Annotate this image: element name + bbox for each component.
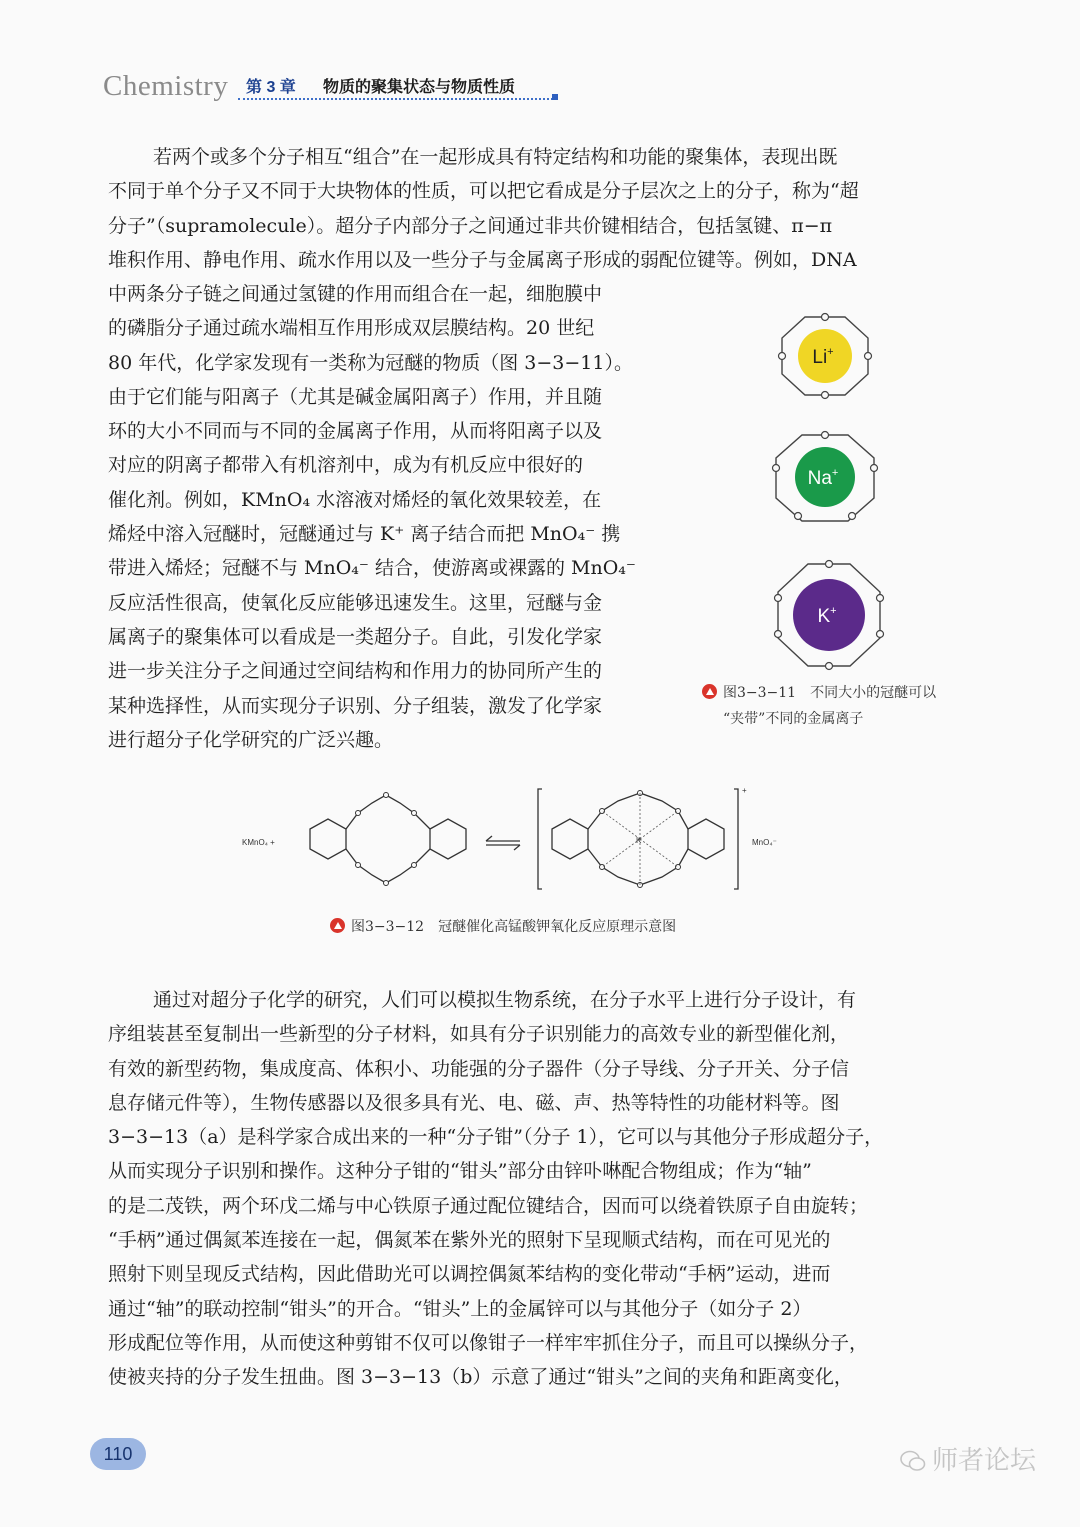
figure-marker-icon: [702, 684, 717, 699]
wechat-icon: [900, 1450, 926, 1472]
text-line: 3−3−13（a）是科学家合成出来的一种“分子钳”（分子 1），它可以与其他分子形成超分子，: [108, 1126, 884, 1149]
text-line: 80 年代，化学家发现有一类称为冠醚的物质（图 3−3−11）。: [108, 351, 633, 374]
k-center-label: K: [636, 836, 642, 845]
text-line: 堆积作用、静电作用、疏水作用以及一些分子与金属离子形成的弱配位键等。例如，DNA: [108, 248, 857, 271]
text-line: 对应的阴离子都带入有机溶剂中，成为有机反应中很好的: [108, 454, 584, 477]
li-ion-label: Li+: [812, 346, 834, 368]
watermark-text: 师者论坛: [932, 1446, 1037, 1476]
reaction-scheme-diagram: [240, 785, 800, 905]
text-line: 照射下则呈现反式结构，因此借助光可以调控偶氮苯结构的变化带动“手柄”运动，进而: [108, 1263, 831, 1286]
complex-charge: +: [742, 786, 747, 795]
text-line: 从而实现分子识别和操作。这种分子钳的“钳头”部分由锌卟啉配合物组成；作为“轴”: [108, 1160, 812, 1183]
text-line: 催化剂。例如，KMnO₄ 水溶液对烯烃的氧化效果较差，在: [108, 488, 602, 511]
text-line: 通过“轴”的联动控制“钳头”的开合。“钳头”上的金属锌可以与其他分子（如分子 2）: [108, 1297, 812, 1320]
caption-line: 图3−3−12 冠醚催化高锰酸钾氧化反应原理示意图: [351, 919, 677, 935]
text-line: 序组装甚至复制出一些新型的分子材料，如具有分子识别能力的高效专业的新型催化剂，: [108, 1023, 850, 1046]
na-ion-label: Na+: [807, 467, 839, 489]
text-line: 的磷脂分子通过疏水端相互作用形成双层膜结构。20 世纪: [108, 317, 595, 340]
page-number: 110: [90, 1438, 146, 1470]
figure-marker-icon: [330, 918, 345, 933]
figure-3-3-11-caption: [702, 680, 936, 732]
text-line: 进一步关注分子之间通过空间结构和作用力的协同所产生的: [108, 660, 603, 683]
crown-ether-na-diagram: [768, 428, 882, 528]
text-line: 有效的新型药物，集成度高、体积小、功能强的分子器件（分子导线、分子开关、分子信: [108, 1057, 850, 1080]
caption-line: “夹带”不同的金属离子: [723, 711, 864, 727]
text-line: 通过对超分子化学的研究，人们可以模拟生物系统，在分子水平上进行分子设计，有: [153, 989, 857, 1011]
kmno4-label: KMnO₄ +: [242, 838, 275, 847]
text-line: 进行超分子化学研究的广泛兴趣。: [108, 728, 394, 751]
caption-line: 图3−3−11 不同大小的冠醚可以: [723, 685, 937, 701]
header-brand: Chemistry: [103, 70, 229, 102]
paragraph-supramolecular-research: [108, 983, 968, 1395]
k-ion-label: K+: [817, 605, 837, 627]
figure-3-3-12-caption: [330, 914, 676, 940]
text-line: 息存储元件等），生物传感器以及很多具有光、电、磁、声、热等特性的功能材料等。图: [108, 1091, 840, 1114]
text-line: 属离子的聚集体可以看成是一类超分子。自此，引发化学家: [108, 625, 603, 648]
header-rule: [238, 98, 553, 100]
paragraph-crown-ether: [108, 277, 688, 757]
text-line: “手柄”通过偶氮苯连接在一起，偶氮苯在紫外光的照射下呈现顺式结构，而在可见光的: [108, 1229, 831, 1252]
text-line: 烯烃中溶入冠醚时，冠醚通过与 K⁺ 离子结合而把 MnO₄⁻ 携: [108, 523, 621, 546]
text-line: 中两条分子链之间通过氢键的作用而组合在一起，细胞膜中: [108, 283, 603, 305]
watermark: [900, 1440, 1036, 1477]
text-line: 由于它们能与阳离子（尤其是碱金属阳离子）作用，并且随: [108, 385, 603, 408]
paragraph-intro: [108, 140, 968, 277]
text-line: 的是二茂铁，两个环戊二烯与中心铁原子通过配位键结合，因而可以绕着铁原子自由旋转；: [108, 1194, 869, 1217]
header-dot: [552, 94, 558, 100]
text-line: 带进入烯烃；冠醚不与 MnO₄⁻ 结合，使游离或裸露的 MnO₄⁻: [108, 557, 636, 580]
chapter-title: 物质的聚集状态与物质性质: [323, 79, 516, 96]
mno4-label: MnO₄⁻: [752, 838, 777, 847]
text-line: 不同于单个分子又不同于大块物体的性质，可以把它看成是分子层次之上的分子，称为“超: [108, 180, 859, 203]
text-line: 分子”（supramolecule）。超分子内部分子之间通过非共价键相结合，包括氢键、π−π: [108, 214, 833, 237]
text-line: 使被夹持的分子发生扭曲。图 3−3−13（b）示意了通过“钳头”之间的夹角和距离变化，: [108, 1366, 853, 1389]
text-line: 某种选择性，从而实现分子识别、分子组装，激发了化学家: [108, 694, 603, 717]
text-line: 反应活性很高，使氧化反应能够迅速发生。这里，冠醚与金: [108, 591, 603, 614]
text-line: 形成配位等作用，从而使这种剪钳不仅可以像钳子一样牢牢抓住分子，而且可以操纵分子，: [108, 1331, 869, 1354]
text-line: 若两个或多个分子相互“组合”在一起形成具有特定结构和功能的聚集体，表现出既: [153, 146, 838, 168]
chapter-number: 第 3 章: [246, 79, 296, 96]
crown-ether-k-diagram: [768, 558, 890, 673]
text-line: 环的大小不同而与不同的金属离子作用，从而将阳离子以及: [108, 420, 603, 443]
page-header: [103, 66, 563, 106]
crown-ether-li-diagram: [770, 305, 880, 407]
